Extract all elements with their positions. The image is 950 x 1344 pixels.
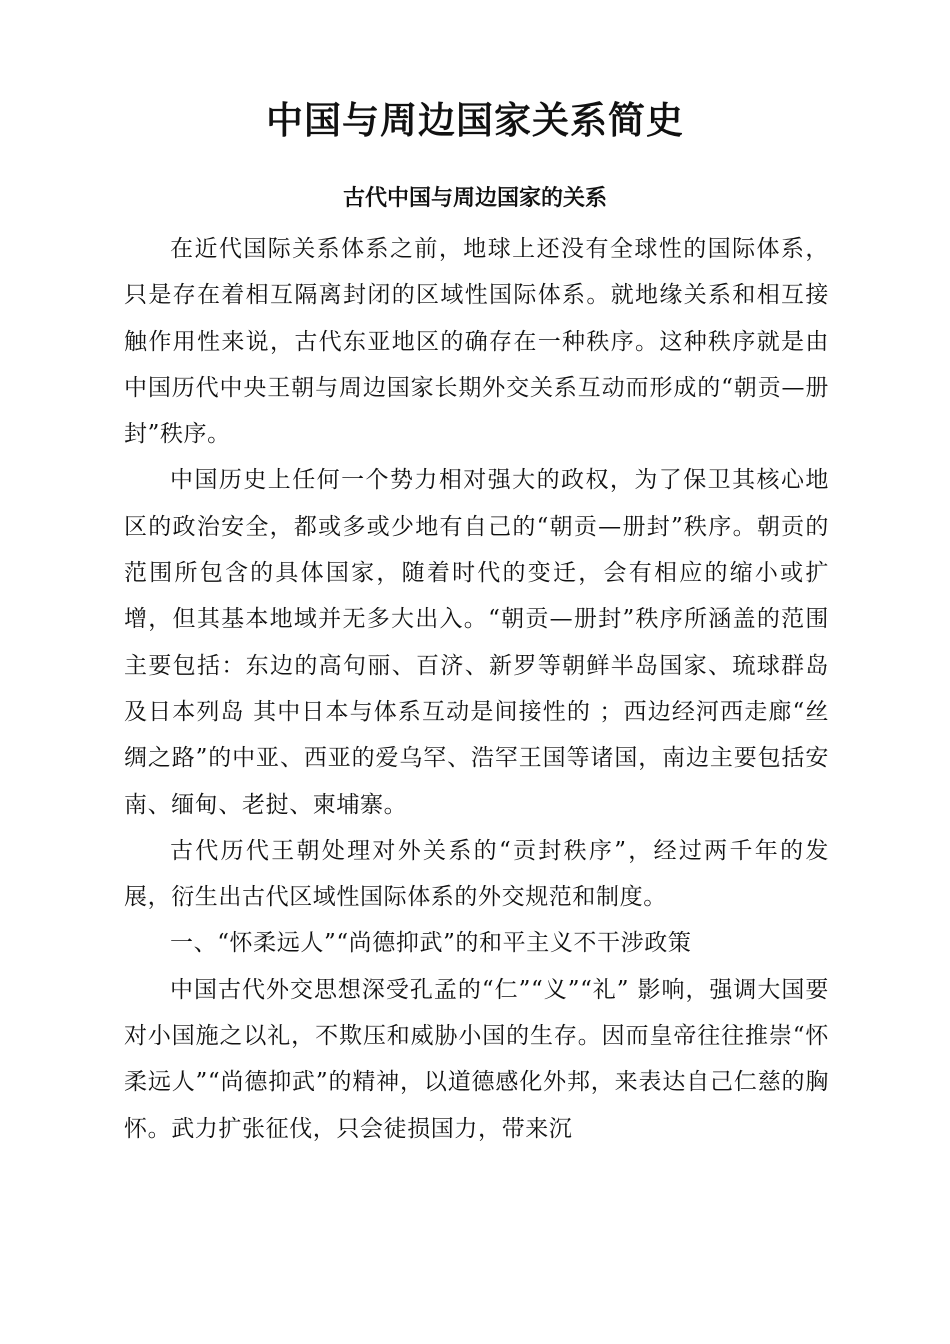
- body-text: [124, 226, 829, 1152]
- paragraph-tribute-scope: 中国历史上任何一个势力相对强大的政权，为了保卫其核心地区的政治安全，都或多或少地有自己的“朝贡—册封”秩序。朝贡的范围所包含的具体国家，随着时代的变迁，会有相应的缩小或扩增，但其基本地域并无多大出入。“朝贡—册封”秩序所涵盖的范围主要包括：东边的高句丽、百济、新罗等朝鲜半岛国家、琉球群岛及日本列岛 其中日本与体系互动是间接性的 ；西边经河西走廊“丝绸之路”的中亚、西亚的爱乌罕、浩罕王国等诸国，南边主要包括安南、缅甸、老挝、柬埔寨。: [124, 467, 829, 818]
- paragraph-policy-heading: 一、“怀柔远人”“尚德抑武”的和平主义不干涉政策: [170, 930, 692, 957]
- document-title: 中国与周边国家关系简史: [266, 98, 684, 142]
- paragraph-intro: 在近代国际关系体系之前，地球上还没有全球性的国际体系，只是存在着相互隔离封闭的区域性国际体系。就地缘关系和相互接触作用性来说，古代东亚地区的确存在一种秩序。这种秩序就是由中国历代中央王朝与周边国家长期外交关系互动而形成的“朝贡—册封”秩序。: [124, 236, 829, 448]
- paragraph-confucian-thought: 中国古代外交思想深受孔孟的“仁”“义”“礼” 影响，强调大国要对小国施之以礼，不欺压和威胁小国的生存。因而皇帝往往推崇“怀柔远人”“尚德抑武”的精神，以道德感化外邦，来表达自己仁慈的胸怀。武力扩张征伐，只会徒损国力，带来沉: [124, 976, 829, 1142]
- paragraph-diplomatic-norms: 古代历代王朝处理对外关系的“贡封秩序”，经过两千年的发展，衍生出古代区域性国际体系的外交规范和制度。: [124, 837, 829, 911]
- section-heading: 古代中国与周边国家的关系: [342, 185, 607, 211]
